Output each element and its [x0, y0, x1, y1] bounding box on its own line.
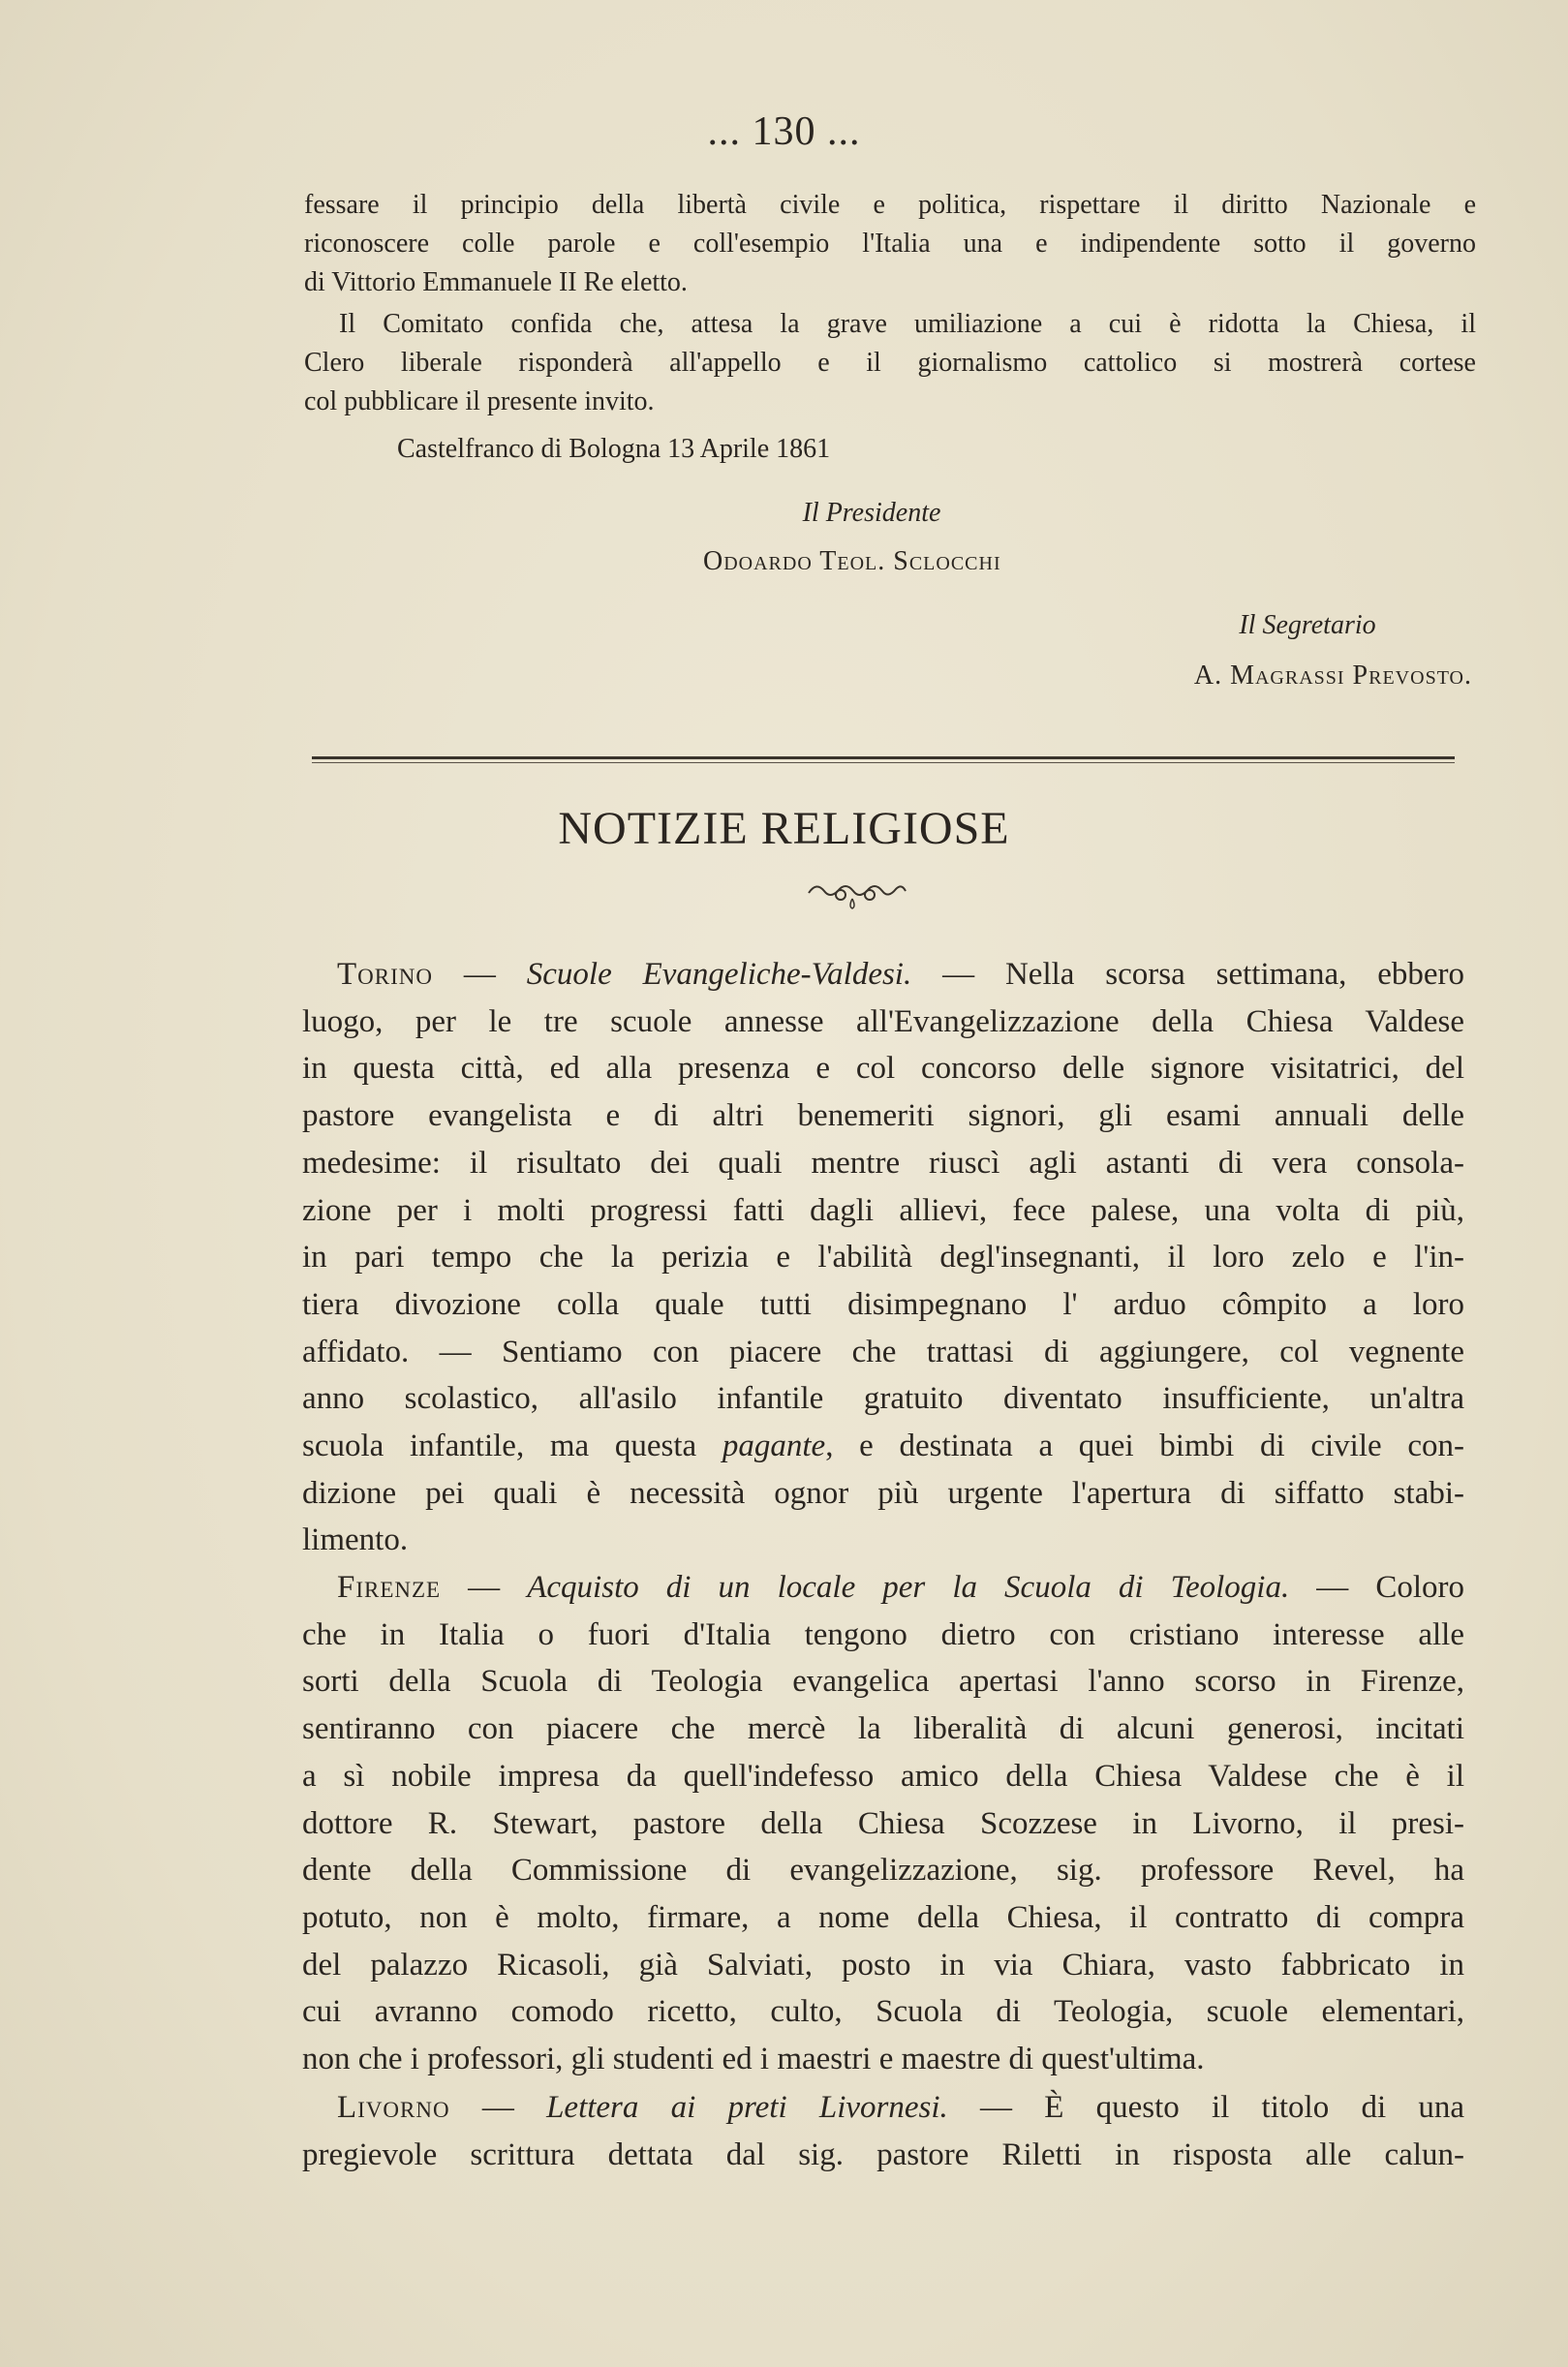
text-line: limento.	[302, 1522, 409, 1558]
news-lead-line	[302, 951, 1464, 999]
text-line: tiera divozione colla quale tutti disimpegnano l' arduo cômpito a loro	[302, 1286, 1464, 1322]
text-line: affidato. — Sentiamo con piacere che trattasi di aggiungere, col vegnente	[302, 1334, 1464, 1369]
text-line: del palazzo Ricasoli, già Salviati, posto in via Chiara, vasto fabbricato in	[302, 1947, 1464, 1983]
text-line: in questa città, ed alla presenza e col concorso delle signore visitatrici, del	[302, 1051, 1464, 1087]
news-text: — Coloro	[1289, 1570, 1465, 1605]
text-line: anno scolastico, all'asilo infantile gratuito diventato insufficiente, un'altra	[302, 1381, 1464, 1417]
text-line: potuto, non è molto, firmare, a nome della Chiesa, il contratto di compra	[302, 1899, 1464, 1935]
text-line: a sì nobile impresa da quell'indefesso amico della Chiesa Valdese che è il	[302, 1758, 1464, 1794]
news-lead-line	[302, 1564, 1464, 1612]
place-date: Castelfranco di Bologna 13 Aprile 1861	[397, 434, 831, 464]
news-place: Torino	[337, 957, 433, 992]
news-lead-line	[302, 2084, 1464, 2132]
italic-word: pagante	[722, 1429, 826, 1464]
dash: —	[433, 957, 527, 992]
news-place: Livorno	[337, 2090, 450, 2125]
news-heading: Acquisto di un locale per la Scuola di Teologia.	[527, 1570, 1290, 1605]
news-torino	[302, 951, 1464, 1564]
section-divider	[312, 756, 1455, 759]
text-line: dottore R. Stewart, pastore della Chiesa Scozzese in Livorno, il presi-	[302, 1805, 1464, 1841]
text-line: Clero liberale risponderà all'appello e il giornalismo cattolico si mostrerà cortese	[304, 348, 1476, 378]
text-line: luogo, per le tre scuole annesse all'Evangelizzazione della Chiesa Valdese	[302, 1003, 1464, 1039]
text-line: in pari tempo che la perizia e l'abilità degl'insegnanti, il loro zelo e l'in-	[302, 1240, 1464, 1276]
text-line: sentiranno con piacere che mercè la liberalità di alcuni generosi, incitati	[302, 1711, 1464, 1747]
text-line: dizione pei quali è necessità ognor più urgente l'apertura di siffatto stabi-	[302, 1475, 1464, 1511]
text-fragment: scuola infantile, ma questa	[302, 1429, 723, 1464]
text-line: Il Comitato confida che, attesa la grave umiliazione a cui è ridotta la Chiesa, il	[339, 309, 1476, 339]
page-number: ... 130 ...	[707, 109, 861, 154]
secretary-name: A. Magrassi Prevosto.	[1193, 661, 1472, 691]
dash: —	[441, 1570, 528, 1605]
secretary-title: Il Segretario	[1239, 610, 1376, 640]
text-line: cui avranno comodo ricetto, culto, Scuola di Teologia, scuole elementari,	[302, 1994, 1464, 2030]
text-line	[302, 1423, 1464, 1470]
text-line: di Vittorio Emmanuele II Re eletto.	[304, 267, 688, 297]
text-line: medesime: il risultato dei quali mentre riuscì agli astanti di vera consola-	[302, 1145, 1464, 1181]
president-title: Il Presidente	[802, 498, 941, 528]
text-line: dente della Commissione di evangelizzazione, sig. professore Revel, ha	[302, 1853, 1464, 1889]
text-line: che in Italia o fuori d'Italia tengono dietro con cristiano interesse alle	[302, 1616, 1464, 1652]
text-line: non che i professori, gli studenti ed i maestri e maestre di quest'ultima.	[302, 2042, 1205, 2077]
news-firenze	[302, 1564, 1464, 2083]
text-line: pastore evangelista e di altri benemeriti signori, gli esami annuali delle	[302, 1098, 1464, 1134]
section-divider-thin	[312, 762, 1455, 763]
ornament-flourish-icon	[736, 874, 968, 912]
news-heading: Scuole Evangeliche-Valdesi.	[526, 957, 912, 992]
news-heading: Lettera ai preti Livornesi.	[546, 2090, 948, 2125]
news-place: Firenze	[337, 1570, 442, 1605]
news-livorno	[302, 2084, 1464, 2178]
news-text: — È questo il titolo di una	[947, 2090, 1464, 2125]
text-line: riconoscere colle parole e coll'esempio l'Italia una e indipendente sotto il governo	[304, 229, 1476, 259]
intro-paragraph-2	[304, 305, 1476, 421]
intro-paragraph-1	[304, 186, 1476, 302]
text-line: sorti della Scuola di Teologia evangelica apertasi l'anno scorso in Firenze,	[302, 1664, 1464, 1700]
dash: —	[449, 2090, 547, 2125]
president-name: Odoardo Teol. Sclocchi	[703, 546, 1001, 576]
text-line: pregievole scrittura dettata dal sig. pastore Riletti in risposta alle calun-	[302, 2136, 1464, 2172]
text-line: fessare il principio della libertà civile e politica, rispettare il diritto Nazionale e	[304, 190, 1476, 220]
section-title: NOTIZIE RELIGIOSE	[558, 803, 1010, 854]
text-line: col pubblicare il presente invito.	[304, 386, 655, 416]
news-text: — Nella scorsa settimana, ebbero	[911, 957, 1465, 992]
text-line: zione per i molti progressi fatti dagli allievi, fece palese, una volta di più,	[302, 1192, 1464, 1228]
text-fragment: , e destinata a quei bimbi di civile con-	[825, 1429, 1464, 1464]
